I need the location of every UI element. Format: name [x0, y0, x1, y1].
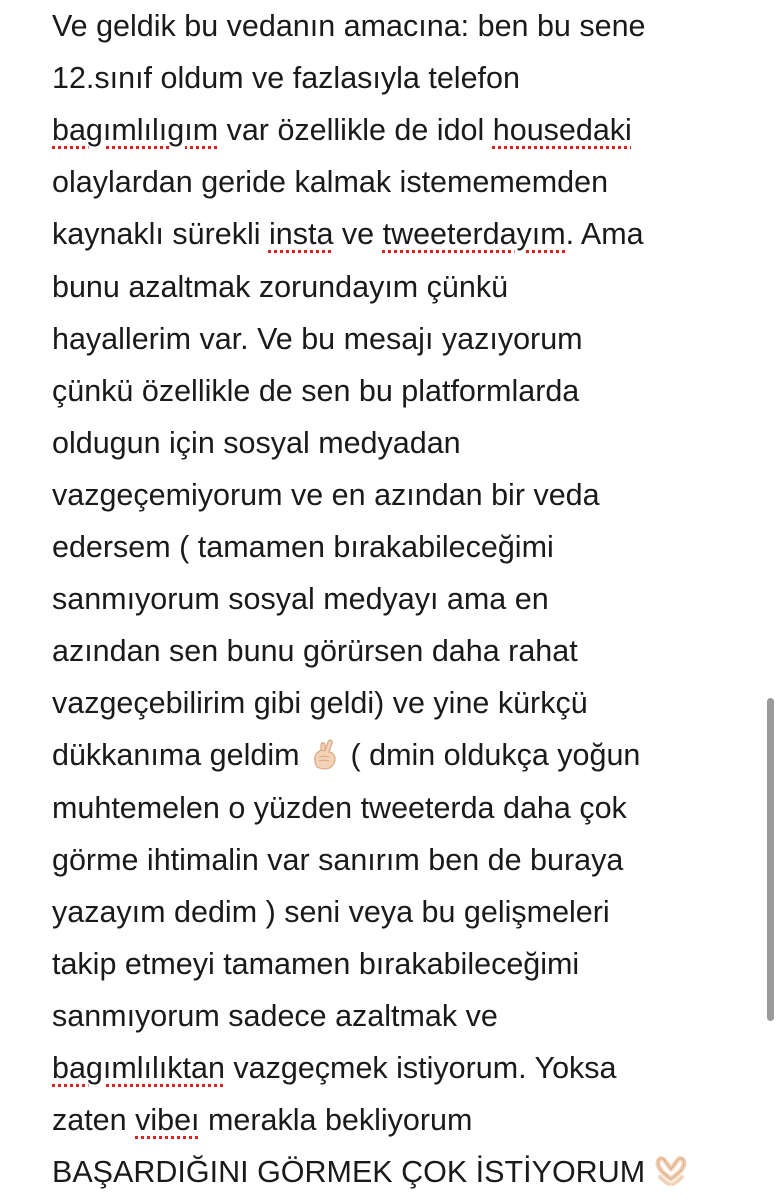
note-line	[52, 735, 640, 775]
misspelled-word: vibeı	[135, 1103, 200, 1138]
text-segment: var özellikle de idol	[218, 113, 493, 148]
text-segment: ve	[333, 217, 383, 252]
misspelled-word: bagımlılıgım	[52, 113, 219, 148]
text-segment: vazgeçebilirim gibi geldi) ve yine kürkçü	[52, 686, 588, 721]
text-segment: yazayım dedim ) seni veya bu gelişmeleri	[52, 894, 610, 929]
note-line	[52, 162, 608, 202]
note-line	[52, 1048, 617, 1088]
misspelled-word: insta	[268, 217, 334, 252]
misspelled-word: bagımlılıktan	[52, 1051, 225, 1085]
note-line	[52, 996, 498, 1036]
heart-hands-icon	[654, 1153, 688, 1189]
note-line	[52, 58, 520, 98]
text-segment: vazgeçemiyorum ve en azından bir veda	[52, 477, 600, 512]
text-segment: çünkü özellikle de sen bu platformlarda	[52, 373, 580, 408]
note-line	[52, 267, 508, 307]
note-line	[52, 788, 627, 828]
misspelled-word: housedaki	[492, 113, 632, 148]
text-segment: ( dmin oldukça yoğun	[342, 738, 641, 773]
note-line	[52, 214, 644, 254]
text-segment: edersem ( tamamen bırakabileceğimi	[52, 530, 554, 564]
note-line	[52, 371, 579, 411]
text-segment: oldugun için sosyal medyadan	[52, 425, 461, 460]
text-segment: dükkanıma geldim	[52, 738, 308, 773]
note-line	[52, 840, 623, 880]
note-line	[52, 423, 461, 463]
text-segment: merakla bekliyorum	[199, 1103, 473, 1138]
text-segment: olaylardan geride kalmak istemememden	[52, 165, 609, 200]
crossed-fingers-icon	[308, 736, 342, 772]
note-line	[52, 475, 600, 515]
note-line	[52, 1152, 688, 1192]
text-segment: azından sen bunu görürsen daha rahat	[52, 634, 578, 669]
text-segment: zaten	[52, 1103, 136, 1138]
vertical-scroll-indicator[interactable]	[767, 698, 774, 1021]
text-segment: sanmıyorum sadece azaltmak ve	[52, 998, 498, 1033]
note-line	[52, 319, 583, 359]
text-segment: kaynaklı sürekli	[52, 217, 269, 252]
text-segment: vazgeçmek istiyorum. Yoksa	[224, 1051, 617, 1085]
note-text-body[interactable]	[52, 0, 752, 1200]
text-segment: Ve geldik bu vedanın amacına: ben bu sene	[52, 9, 646, 43]
text-segment: hayallerim var. Ve bu mesajı yazıyorum	[52, 321, 583, 356]
note-line	[52, 1100, 472, 1140]
note-line	[52, 631, 578, 671]
text-segment: görme ihtimalin var sanırım ben de buraya	[52, 842, 624, 877]
text-segment: takip etmeyi tamamen bırakabileceğimi	[52, 946, 580, 981]
text-segment: 12.sınıf oldum ve fazlasıyla telefon	[52, 61, 520, 96]
text-segment: muhtemelen o yüzden tweeterda daha çok	[52, 790, 627, 825]
note-line	[52, 892, 610, 932]
text-segment: BAŞARDIĞINI GÖRMEK ÇOK İSTİYORUM	[52, 1155, 654, 1190]
misspelled-word: tweeterdayım	[382, 217, 566, 252]
text-segment: bunu azaltmak zorundayım çünkü	[52, 269, 509, 304]
note-line	[52, 944, 579, 984]
note-line	[52, 527, 554, 567]
note-line	[52, 579, 549, 619]
note-line	[52, 6, 646, 46]
text-segment: . Ama	[565, 217, 644, 252]
text-segment: sanmıyorum sosyal medyayı ama en	[52, 582, 549, 617]
note-line	[52, 110, 632, 150]
note-line	[52, 683, 588, 723]
